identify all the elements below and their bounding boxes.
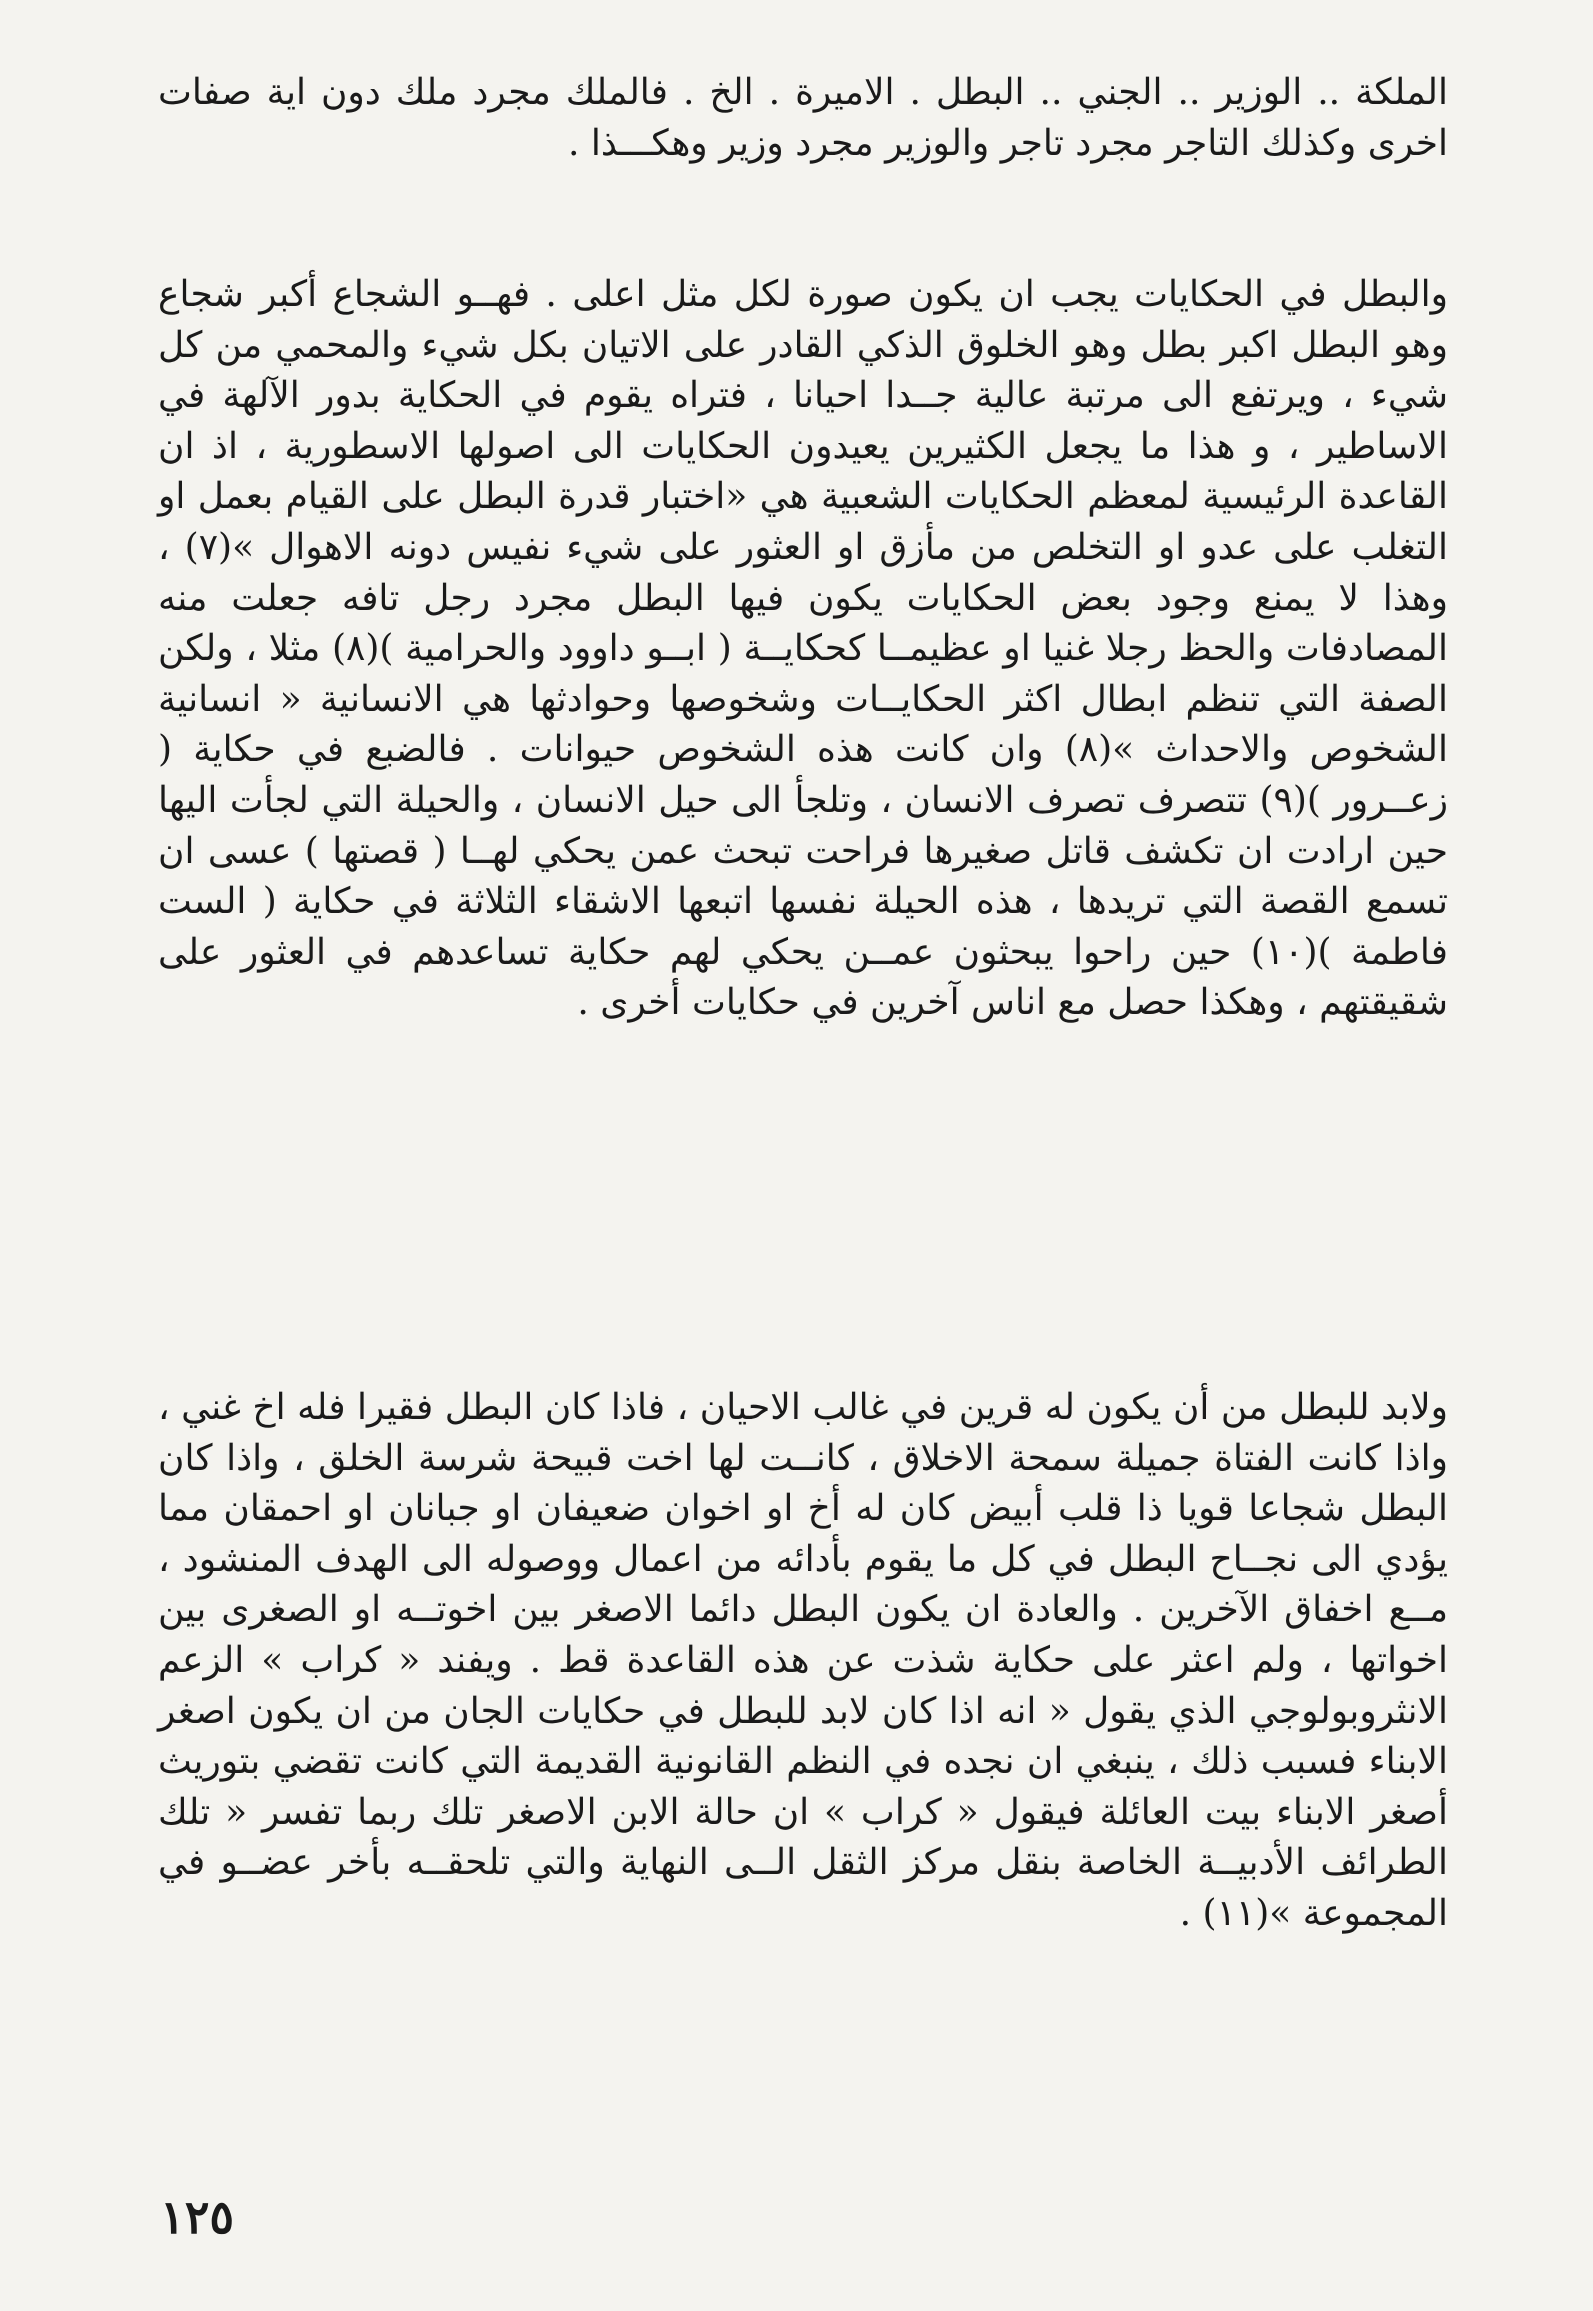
paragraph-1: الملكة .. الوزير .. الجني .. البطل . الاميرة . الخ . فالملك مجرد ملك دون اية صفات اخرى وكذلك التاجر مجرد تاجر والوزير مجرد وزير وهكـــذا . xyxy=(158,72,1448,164)
page-number: ١٢٥ xyxy=(160,2190,235,2244)
paragraph-3: ولابد للبطل من أن يكون له قرين في غالب الاحيان ، فاذا كان البطل فقيرا فله اخ غني ، واذا كانت الفتاة جميلة سمحة الاخلاق ، كانــت لها اخت قبيحة شرسة الخلق ، واذا كان البطل شجاعا قويا ذا قلب أبيض كان له أخ او اخوان ضعيفان او جبانان او احمقان مما يؤدي الى نجــاح البطل في كل ما يقوم بأدائه من اعمال ووصوله الى الهدف المنشود ، مــع اخفاق الآخرين . والعادة ان يكون البطل دائما الاصغر بين اخوتــه او الصغرى بين اخواتها ، ولم اعثر على حكاية شذت عن هذه القاعدة قط . ويفند « كراب » الزعم الانثروبولوجي الذي يقول « انه اذا كان لابد للبطل في حكايات الجان من ان يكون اصغر الابناء فسبب ذلك ، ينبغي ان نجده في النظم القانونية القديمة التي كانت تقضي بتوريث أصغر الابناء بيت العائلة فيقول « كراب » ان حالة الابن الاصغر تلك ربما تفسر « تلك الطرائف الأدبيــة الخاصة بنقل مركز الثقل الــى النهاية والتي تلحقــه بأخر عضــو في المجموعة »(١١) . xyxy=(158,1387,1449,1934)
paragraph-2: والبطل في الحكايات يجب ان يكون صورة لكل مثل اعلى . فهــو الشجاع أكبر شجاع وهو البطل اكبر بطل وهو الخلوق الذكي القادر على الاتيان بكل شيء والمحمي من كل شيء ، ويرتفع الى مرتبة عالية جــدا احيانا ، فتراه يقوم في الحكاية بدور الآلهة في الاساطير ، و هذا ما يجعل الكثيرين يعيدون الحكايات الى اصولها الاسطورية ، اذ ان القاعدة الرئيسية لمعظم الحكايات الشعبية هي «اختبار قدرة البطل على القيام بعمل او التغلب على عدو او التخلص من مأزق او العثور على شيء نفيس دونه الاهوال »(٧) ، وهذا لا يمنع وجود بعض الحكايات يكون فيها البطل مجرد رجل تافه جعلت منه المصادفات والحظ رجلا غنيا او عظيمــا كحكايــة ( ابــو داوود والحرامية )(٨) مثلا ، ولكن الصفة التي تنظم ابطال اكثر الحكايــات وشخوصها وحوادثها هي الانسانية « انسانية الشخوص والاحداث »(٨) وان كانت هذه الشخوص حيوانات . فالضبع في حكاية ( زعــرور )(٩) تتصرف تصرف الانسان ، وتلجأ الى حيل الانسان ، والحيلة التي لجأت اليها حين ارادت ان تكشف قاتل صغيرها فراحت تبحث عمن يحكي لهــا ( قصتها ) عسى ان تسمع القصة التي تريدها ، هذه الحيلة نفسها اتبعها الاشقاء الثلاثة في حكاية ( الست فاطمة )(١٠) حين راحوا يبحثون عمــن يحكي لهم حكاية تساعدهم في العثور على شقيقتهم ، وهكذا حصل مع اناس آخرين في حكايات أخرى . xyxy=(158,274,1448,1024)
